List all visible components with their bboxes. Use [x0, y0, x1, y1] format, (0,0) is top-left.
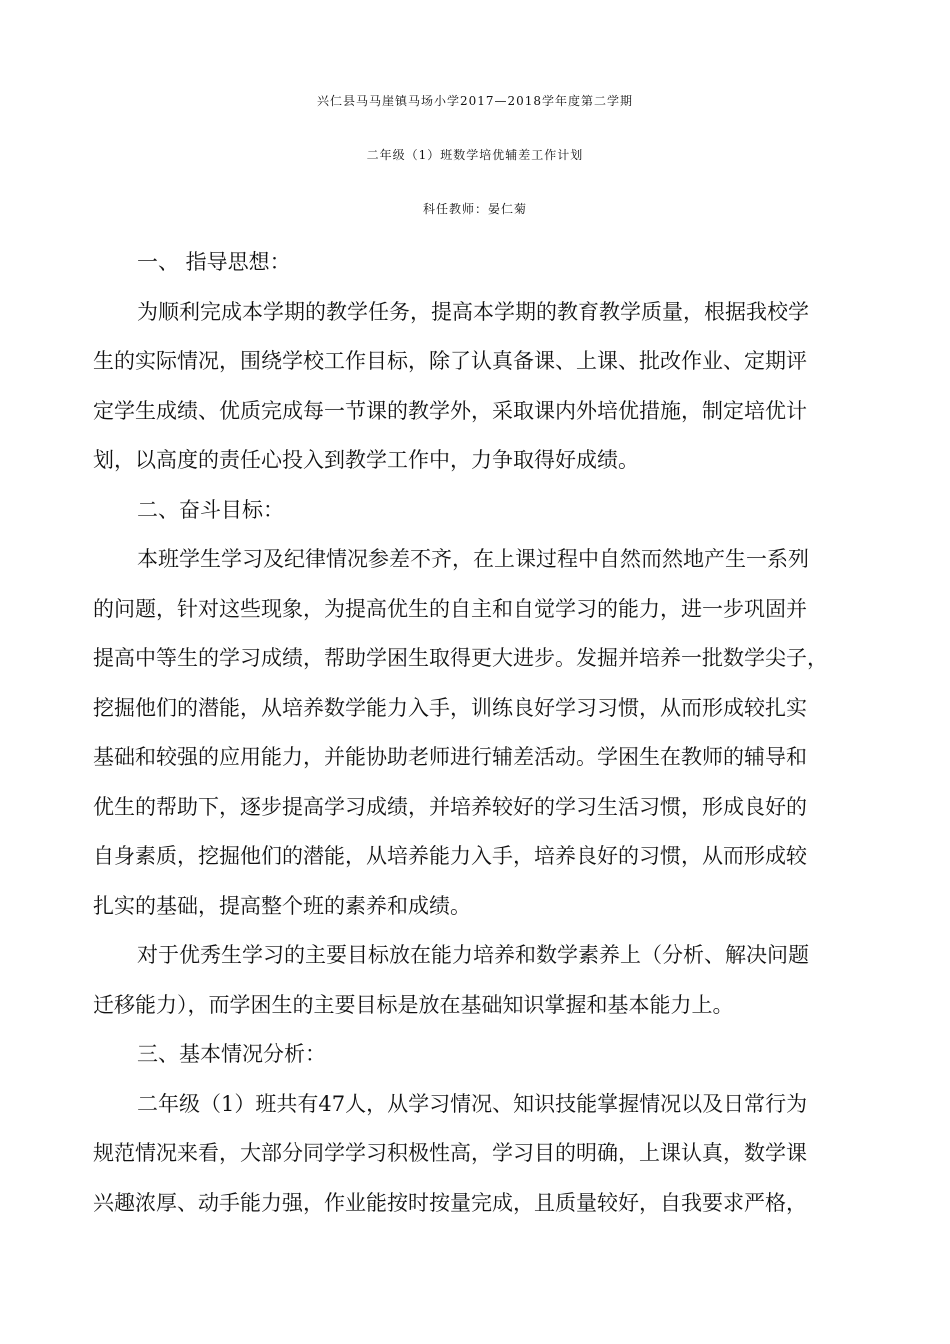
section1-heading: 一、 指导思想：: [137, 250, 291, 274]
paragraph-line: 优生的帮助下，逐步提高学习成绩，并培养较好的学习生活习惯，形成良好的: [93, 795, 807, 819]
section3-heading: 三、基本情况分析：: [137, 1042, 326, 1066]
paragraph-line: 定学生成绩、优质完成每一节课的教学外，采取课内外培优措施，制定培优计: [93, 399, 807, 423]
paragraph-line: 扎实的基础，提高整个班的素养和成绩。: [93, 894, 471, 918]
paragraph-line: 自身素质，挖掘他们的潜能，从培养能力入手，培养良好的习惯，从而形成较: [93, 844, 807, 868]
paragraph-line: 为顺利完成本学期的教学任务，提高本学期的教育教学质量，根据我校学: [137, 300, 809, 324]
paragraph-line: 提高中等生的学习成绩，帮助学困生取得更大进步。发掘并培养一批数学尖子，: [93, 646, 828, 670]
paragraph-line: 生的实际情况，围绕学校工作目标，除了认真备课、上课、批改作业、定期评: [93, 349, 807, 373]
paragraph-line: 规范情况来看，大部分同学学习积极性高，学习目的明确，上课认真，数学课: [93, 1141, 807, 1165]
paragraph-line: 本班学生学习及纪律情况参差不齐，在上课过程中自然而然地产生一系列: [137, 547, 809, 571]
paragraph-line: 挖掘他们的潜能，从培养数学能力入手，训练良好学习习惯，从而形成较扎实: [93, 696, 807, 720]
paragraph-line: 基础和较强的应用能力，并能协助老师进行辅差活动。学困生在教师的辅导和: [93, 745, 807, 769]
document-title-line2: 二年级（1）班数学培优辅差工作计划: [366, 148, 584, 162]
paragraph-line: 迁移能力），而学困生的主要目标是放在基础知识掌握和基本能力上。: [93, 993, 734, 1017]
paragraph-line: 的问题，针对这些现象，为提高优生的自主和自觉学习的能力，进一步巩固并: [93, 597, 807, 621]
document-title-line1: 兴仁县马马崖镇马场小学2017—2018学年度第二学期: [316, 94, 634, 108]
paragraph-line: 二年级（1）班共有47人，从学习情况、知识技能掌握情况以及日常行为: [137, 1092, 808, 1116]
teacher-name: 科任教师：晏仁菊: [422, 202, 527, 216]
paragraph-line: 划，以高度的责任心投入到教学工作中，力争取得好成绩。: [93, 448, 639, 472]
section2-heading: 二、奋斗目标：: [137, 498, 284, 522]
paragraph-line: 兴趣浓厚、动手能力强，作业能按时按量完成，且质量较好，自我要求严格，: [93, 1191, 807, 1215]
paragraph-line: 对于优秀生学习的主要目标放在能力培养和数学素养上（分析、解决问题: [137, 943, 809, 967]
